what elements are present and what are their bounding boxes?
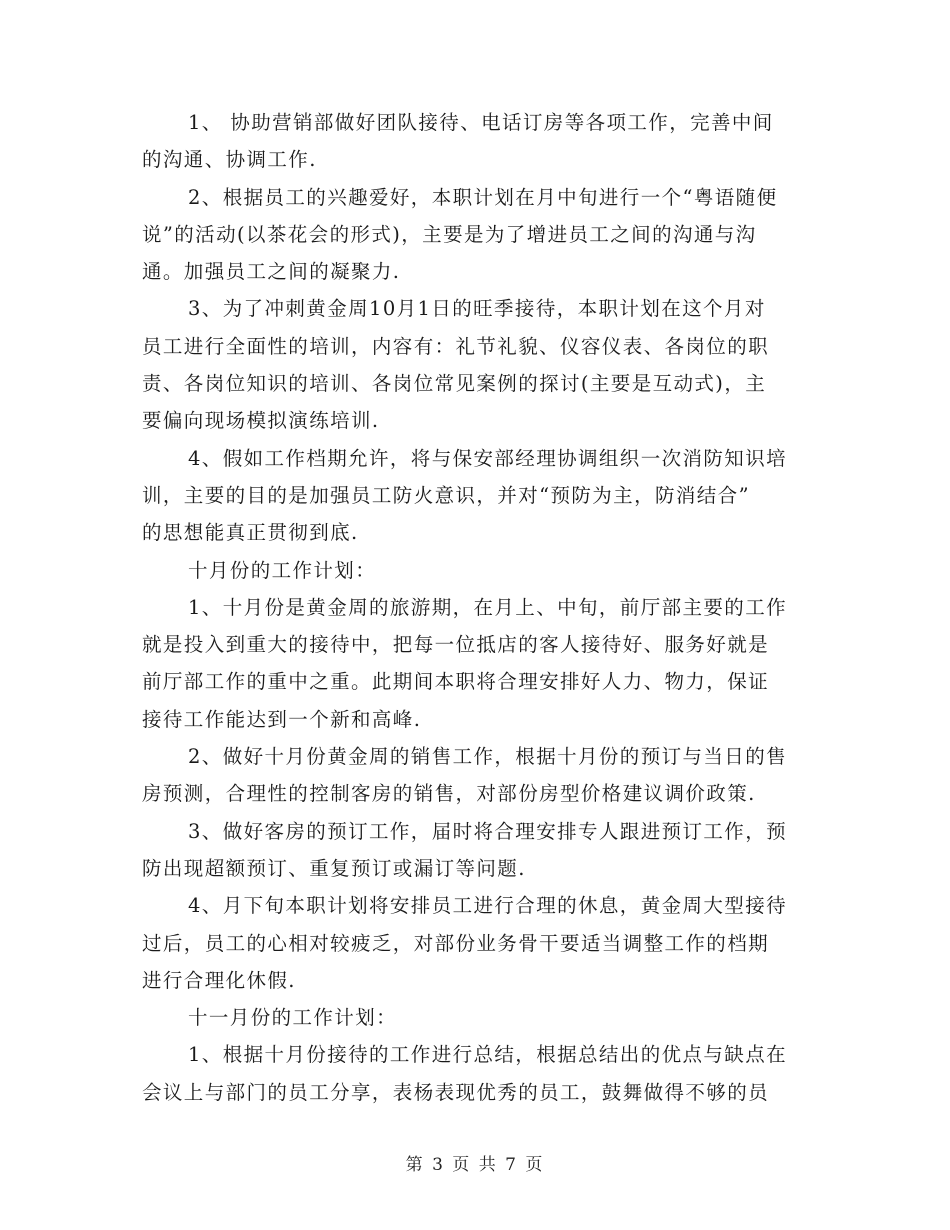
paragraph-line: 说”的活动(以茶花会的形式)，主要是为了增进员工之间的沟通与沟 <box>142 222 757 246</box>
paragraph-line: 1、 协助营销部做好团队接待、电话订房等各项工作，完善中间 <box>188 111 774 134</box>
paragraph-line: 4、月下旬本职计划将安排员工进行合理的休息，黄金周大型接待 <box>188 894 788 918</box>
paragraph-line: 进行合理化休假. <box>142 968 296 992</box>
paragraph-line: 过后，员工的心相对较疲乏，对部份业务骨干要适当调整工作的档期 <box>142 931 770 955</box>
paragraph-line: 1、根据十月份接待的工作进行总结，根据总结出的优点与缺点在 <box>188 1043 788 1067</box>
paragraph-line: 2、做好十月份黄金周的销售工作，根据十月份的预订与当日的售 <box>188 745 788 769</box>
page-number-footer: 第 3 页 共 7 页 <box>405 1155 545 1175</box>
section-heading: 十月份的工作计划： <box>188 558 377 582</box>
section-heading: 十一月份的工作计划： <box>188 1006 398 1030</box>
paragraph-line: 1、十月份是黄金周的旅游期，在月上、中旬，前厅部主要的工作 <box>188 595 788 619</box>
document-body <box>142 104 808 1111</box>
paragraph-line: 的沟通、协调工作. <box>142 148 317 172</box>
paragraph-line: 接待工作能达到一个新和高峰. <box>142 707 422 731</box>
paragraph-line: 4、假如工作档期允许，将与保安部经理协调组织一次消防知识培 <box>188 446 788 470</box>
paragraph-line: 的思想能真正贯彻到底. <box>142 521 359 545</box>
paragraph-line: 2、根据员工的兴趣爱好，本职计划在月中旬进行一个“粤语随便 <box>188 185 778 209</box>
paragraph-line: 3、做好客房的预订工作，届时将合理安排专人跟进预订工作，预 <box>188 819 788 843</box>
paragraph-line: 员工进行全面性的培训，内容有：礼节礼貌、仪容仪表、各岗位的职 <box>142 334 770 358</box>
paragraph-line: 训，主要的目的是加强员工防火意识，并对“预防为主，防消结合” <box>142 483 750 507</box>
paragraph-line: 房预测，合理性的控制客房的销售，对部份房型价格建议调价政策. <box>142 782 756 806</box>
paragraph-line: 就是投入到重大的接待中，把每一位抵店的客人接待好、服务好就是 <box>142 633 770 657</box>
paragraph-line: 要偏向现场模拟演练培训. <box>142 409 380 433</box>
paragraph-line: 责、各岗位知识的培训、各岗位常见案例的探讨(主要是互动式)，主 <box>142 372 767 396</box>
paragraph-line: 防出现超额预订、重复预订或漏订等问题. <box>142 856 526 880</box>
paragraph-line: 通。加强员工之间的凝聚力. <box>142 260 401 284</box>
paragraph-line: 3、为了冲刺黄金周10月1日的旺季接待，本职计划在这个月对 <box>188 297 766 321</box>
paragraph-line: 会议上与部门的员工分享，表杨表现优秀的员工，鼓舞做得不够的员 <box>142 1080 770 1104</box>
paragraph-line: 前厅部工作的重中之重。此期间本职将合理安排好人力、物力，保证 <box>142 670 770 694</box>
